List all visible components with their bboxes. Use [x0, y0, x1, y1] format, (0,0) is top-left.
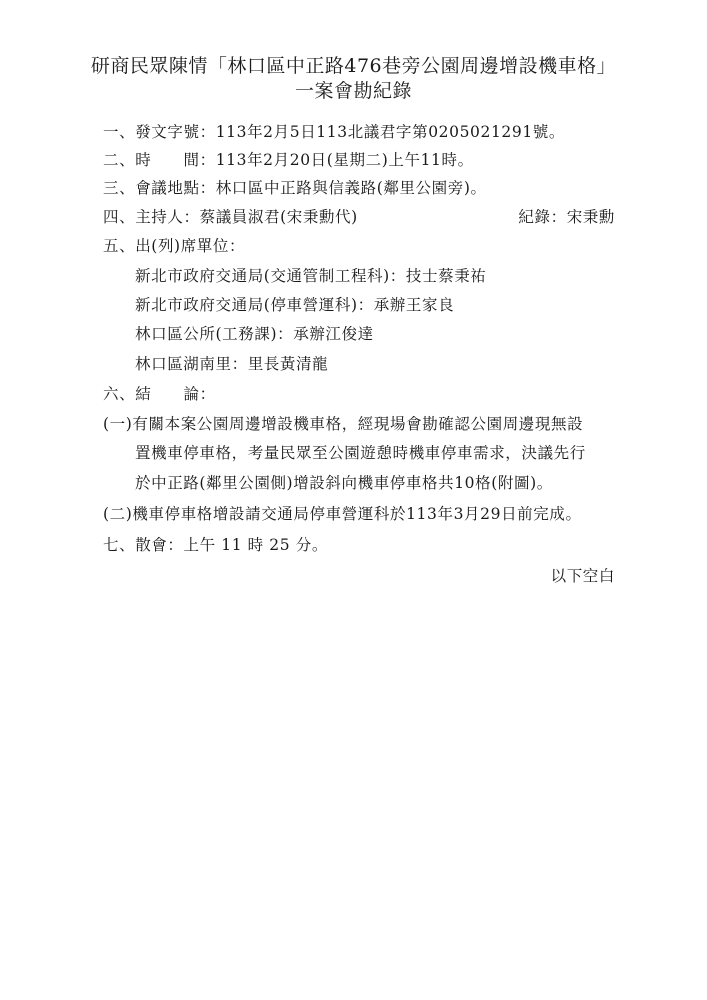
- item-adjournment: 七、散會：上午 11 時 25 分。: [103, 536, 328, 554]
- attendee-item: 新北市政府交通局(交通管制工程科)：技士蔡秉祐: [135, 267, 487, 285]
- conclusion-2: (二)機車停車格增設請交通局停車營運科於113年3月29日前完成。: [103, 505, 582, 523]
- item-conclusion-heading: 六、結 論：: [103, 385, 216, 403]
- conclusion-1-line: 置機車停車格，考量民眾至公園遊憩時機車停車需求，決議先行: [135, 444, 586, 462]
- document-title-line1: 研商民眾陳情「林口區中正路476巷旁公園周邊增設機車格」: [90, 55, 617, 77]
- item-recorder: 紀錄：宋秉勳: [518, 208, 615, 226]
- item-meeting-time: 二、時 間：113年2月20日(星期二)上午11時。: [103, 151, 474, 169]
- item-attendees-heading: 五、出(列)席單位：: [103, 237, 246, 255]
- attendee-item: 新北市政府交通局(停車營運科)：承辦王家良: [135, 296, 455, 314]
- attendee-item: 林口區湖南里：里長黃清龍: [135, 355, 329, 373]
- footer-blank-below: 以下空白: [550, 567, 615, 585]
- item-meeting-location: 三、會議地點：林口區中正路與信義路(鄰里公園旁)。: [103, 179, 487, 197]
- document-title-line2: 一案會勘紀錄: [294, 80, 412, 102]
- conclusion-1-line: 於中正路(鄰里公園側)增設斜向機車停車格共10格(附圖)。: [135, 474, 553, 492]
- item-host: 四、主持人：蔡議員淑君(宋秉勳代): [103, 208, 358, 226]
- conclusion-1-line: (一)有關本案公園周邊增設機車格，經現場會勘確認公園周邊現無設: [103, 415, 584, 433]
- attendee-item: 林口區公所(工務課)：承辦江俊達: [135, 325, 374, 343]
- item-document-number: 一、發文字號：113年2月5日113北議君字第0205021291號。: [103, 123, 566, 141]
